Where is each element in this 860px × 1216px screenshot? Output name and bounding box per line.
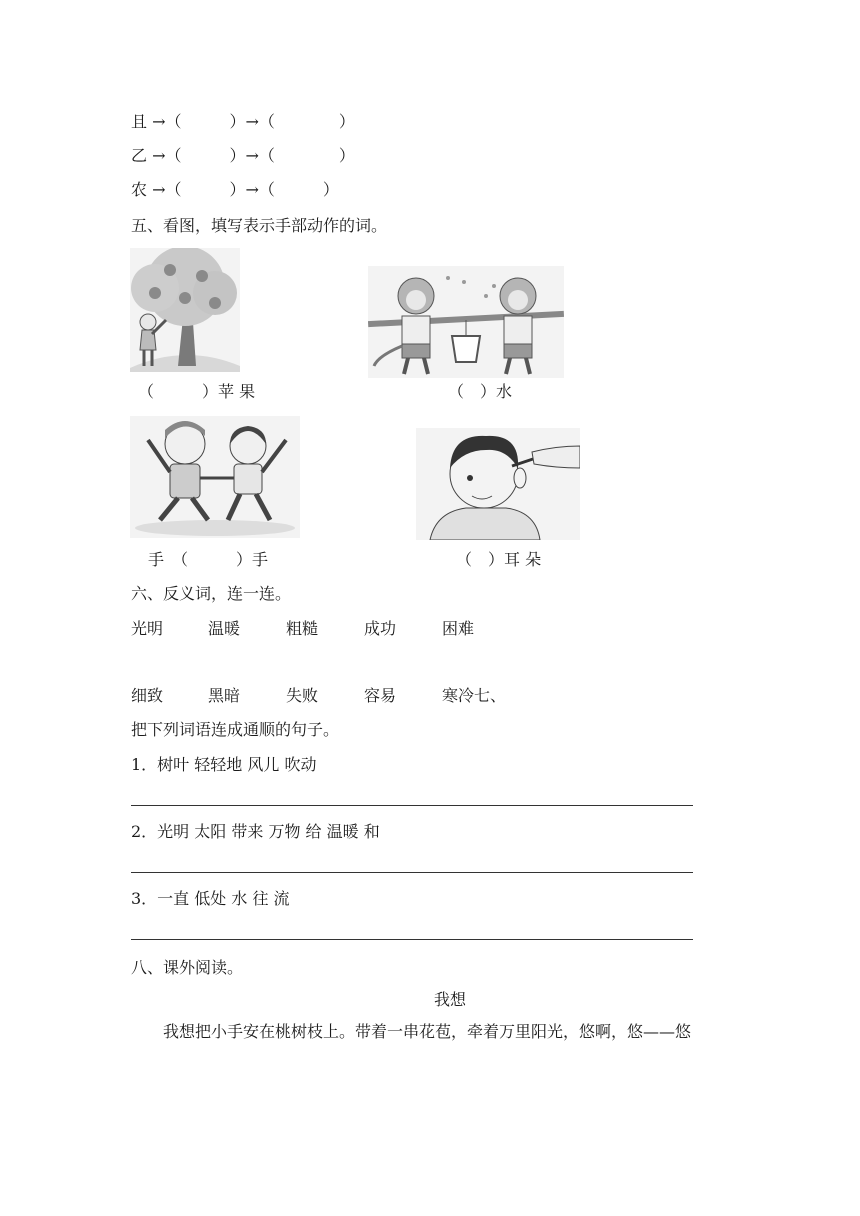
sentence-item: 2．光明 太阳 带来 万物 给 温暖 和 [131, 822, 380, 841]
answer-line[interactable] [131, 939, 693, 940]
antonym-word[interactable]: 容易 [364, 686, 397, 705]
answer-line[interactable] [131, 872, 693, 873]
caption-hand: 手 （ ）手 [148, 550, 269, 569]
caption-apple: （ ）苹 果 [138, 382, 256, 401]
antonym-word[interactable]: 困难 [442, 619, 475, 638]
caption-water: （ ）水 [448, 382, 513, 401]
antonym-word[interactable]: 光明 [131, 619, 164, 638]
antonym-word[interactable]: 细致 [131, 686, 164, 705]
monkeys-carrying-water-picture [368, 266, 564, 378]
antonym-word[interactable]: 成功 [364, 619, 397, 638]
section5-title: 五、看图，填写表示手部动作的词。 [131, 216, 388, 235]
answer-line[interactable] [131, 805, 693, 806]
decompose-row: 且 →（ ）→（ ） [131, 112, 355, 131]
caption-ear: （ ）耳 朵 [456, 550, 542, 569]
passage-text: 我想把小手安在桃树枝上。带着一串花苞，牵着万里阳光，悠啊，悠——悠 [163, 1022, 692, 1041]
apple-tree-picture [130, 248, 240, 372]
decompose-row: 农 →（ ）→（ ） [131, 180, 339, 199]
decompose-row: 乙 →（ ）→（ ） [131, 146, 355, 165]
antonym-word[interactable]: 黑暗 [208, 686, 241, 705]
passage-title: 我想 [434, 990, 467, 1009]
antonym-word[interactable]: 寒冷七、 [442, 686, 507, 705]
section6-title: 六、反义词，连一连。 [131, 584, 292, 603]
sentence-item: 1．树叶 轻轻地 风儿 吹动 [131, 755, 317, 774]
antonym-word[interactable]: 粗糙 [286, 619, 319, 638]
boy-ear-picture [416, 428, 580, 540]
children-holding-hands-picture [130, 416, 300, 538]
section7-title: 把下列词语连成通顺的句子。 [131, 720, 340, 739]
antonym-word[interactable]: 失败 [286, 686, 319, 705]
section8-title: 八、课外阅读。 [131, 958, 244, 977]
antonym-word[interactable]: 温暖 [208, 619, 241, 638]
sentence-item: 3．一直 低处 水 往 流 [131, 889, 290, 908]
